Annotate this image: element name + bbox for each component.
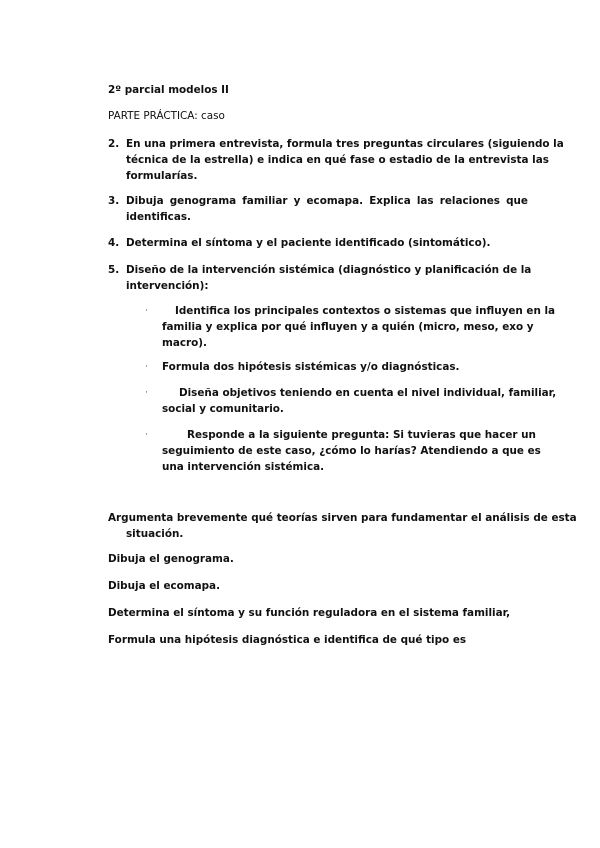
subitem-text-line: Diseña objetivos teniendo en cuenta el nivel individual, familiar,: [179, 387, 557, 399]
section-heading: PARTE PRÁCTICA: caso: [108, 110, 225, 122]
question-line: Dibuja el genograma.: [108, 553, 234, 565]
subitem-text-line: social y comunitario.: [162, 403, 284, 415]
subitem-text-line: macro).: [162, 337, 207, 349]
item-number: 3.: [108, 195, 120, 207]
subitem-text-line: una intervención sistémica.: [162, 461, 325, 473]
item-number: 4.: [108, 237, 120, 249]
subitem-text-line: familia y explica por qué influyen y a quién (micro, meso, exo y: [162, 321, 534, 333]
item-text-line: formularías.: [126, 170, 198, 182]
doc-title: 2º parcial modelos II: [108, 84, 229, 96]
item-text-line: técnica de la estrella) e indica en qué fase o estadio de la entrevista las: [126, 154, 549, 166]
item-text-line: identificas.: [126, 211, 191, 223]
item-text-line: Determina el síntoma y el paciente identificado (sintomático).: [126, 237, 491, 249]
item-text-line: Dibuja genograma familiar y ecomapa. Explica las relaciones que: [126, 195, 528, 207]
question-line: situación.: [126, 528, 184, 540]
question-line: Formula una hipótesis diagnóstica e identifica de qué tipo es: [108, 634, 467, 646]
item-text-line: En una primera entrevista, formula tres preguntas circulares (siguiendo la: [126, 138, 564, 150]
bullet-marker: ·: [145, 306, 148, 316]
item-text-line: Diseño de la intervención sistémica (diagnóstico y planificación de la: [126, 264, 532, 276]
item-text-line: intervención):: [126, 280, 209, 292]
question-line: Determina el síntoma y su función reguladora en el sistema familiar,: [108, 607, 511, 619]
bullet-marker: ·: [145, 362, 148, 372]
bullet-marker: ·: [145, 430, 148, 440]
subitem-text-line: Formula dos hipótesis sistémicas y/o diagnósticas.: [162, 361, 460, 373]
question-line: Argumenta brevemente qué teorías sirven para fundamentar el análisis de esta: [108, 512, 577, 524]
subitem-text-line: Identifica los principales contextos o sistemas que influyen en la: [175, 305, 556, 317]
item-number: 5.: [108, 264, 120, 276]
item-number: 2.: [108, 138, 120, 150]
subitem-text-line: seguimiento de este caso, ¿cómo lo harías? Atendiendo a que es: [162, 445, 541, 457]
question-line: Dibuja el ecomapa.: [108, 580, 221, 592]
bullet-marker: ·: [145, 388, 148, 398]
subitem-text-line: Responde a la siguiente pregunta: Si tuvieras que hacer un: [187, 429, 536, 441]
